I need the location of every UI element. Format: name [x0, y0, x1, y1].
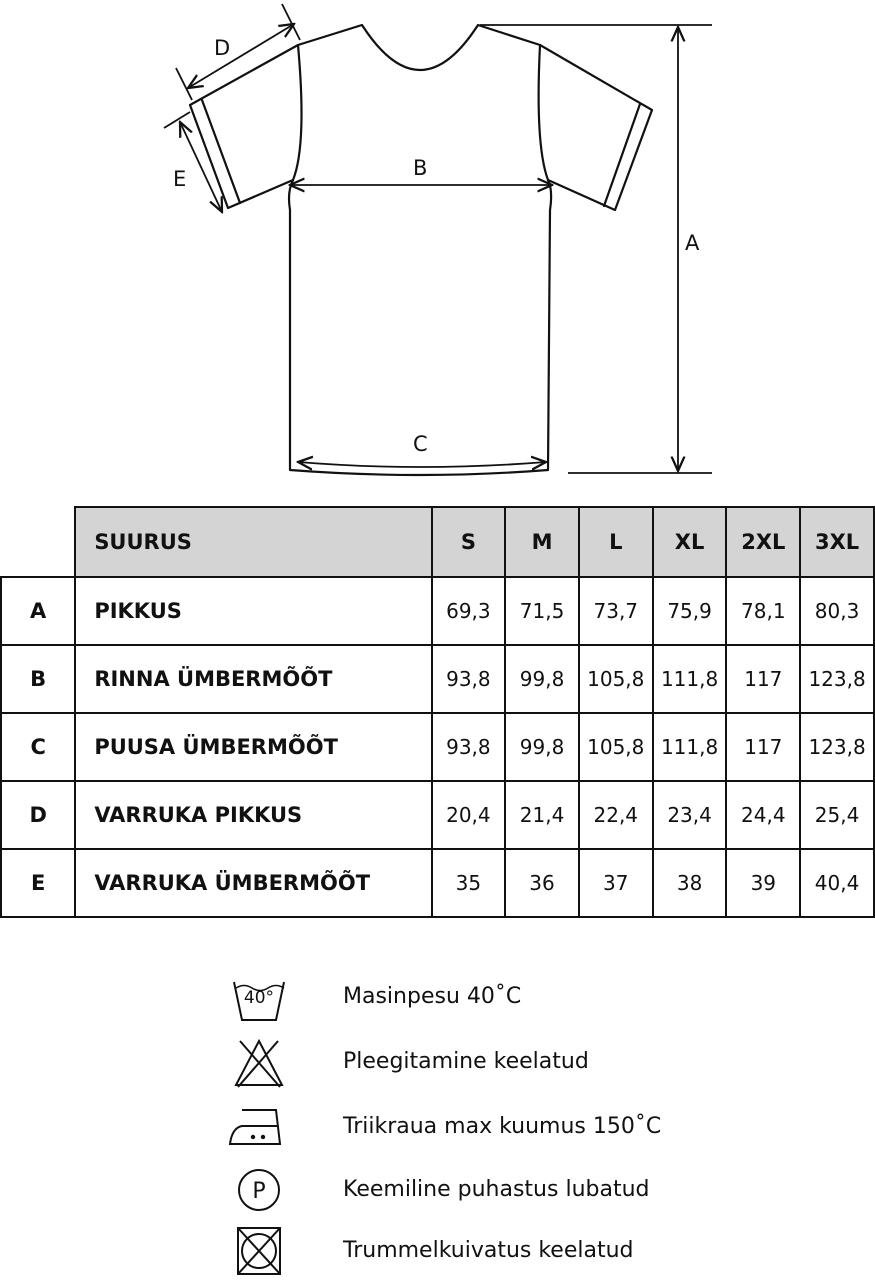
size-header: 2XL	[726, 507, 800, 577]
table-row	[1, 645, 874, 713]
cell-value: 105,8	[579, 713, 653, 781]
care-item-dryclean	[0, 1163, 875, 1219]
row-code: A	[1, 577, 75, 645]
cell-value: 21,4	[505, 781, 579, 849]
cell-value: 71,5	[505, 577, 579, 645]
care-item-bleach	[0, 1035, 875, 1091]
dry-clean-letter: P	[252, 1179, 266, 1204]
label-a: A	[685, 231, 700, 255]
cell-value: 23,4	[653, 781, 727, 849]
cell-value: 35	[432, 849, 506, 917]
cell-value: 38	[653, 849, 727, 917]
label-e: E	[173, 167, 187, 191]
cell-value: 36	[505, 849, 579, 917]
size-header: L	[579, 507, 653, 577]
tshirt-measurement-diagram	[0, 0, 875, 500]
size-header: S	[432, 507, 506, 577]
size-header: M	[505, 507, 579, 577]
cell-value: 40,4	[800, 849, 874, 917]
row-code: D	[1, 781, 75, 849]
cell-value: 123,8	[800, 713, 874, 781]
care-text: Triikraua max kuumus 150˚C	[343, 1114, 662, 1139]
label-c: C	[413, 432, 428, 456]
cell-value: 69,3	[432, 577, 506, 645]
cell-value: 111,8	[653, 713, 727, 781]
row-label: RINNA ÜMBERMÕÕT	[75, 645, 431, 713]
table-row	[1, 713, 874, 781]
table-header-row	[1, 507, 874, 577]
table-row	[1, 781, 874, 849]
table-row	[1, 577, 874, 645]
cell-value: 75,9	[653, 577, 727, 645]
cell-value: 93,8	[432, 713, 506, 781]
care-item-tumble	[0, 1224, 875, 1280]
cell-value: 22,4	[579, 781, 653, 849]
row-code: C	[1, 713, 75, 781]
cell-value: 105,8	[579, 645, 653, 713]
measure-c-line	[298, 462, 546, 467]
row-label: PUUSA ÜMBERMÕÕT	[75, 713, 431, 781]
cell-value: 39	[726, 849, 800, 917]
measure-e-guide-top	[164, 112, 190, 128]
cell-value: 117	[726, 713, 800, 781]
cell-value: 73,7	[579, 577, 653, 645]
cell-value: 93,8	[432, 645, 506, 713]
no-tumble-dry-icon	[228, 1224, 290, 1280]
row-label: PIKKUS	[75, 577, 431, 645]
cell-value: 99,8	[505, 645, 579, 713]
row-label: VARRUKA PIKKUS	[75, 781, 431, 849]
label-d: D	[214, 36, 231, 60]
cell-value: 123,8	[800, 645, 874, 713]
dry-clean-p-icon	[228, 1163, 290, 1219]
care-text: Masinpesu 40˚C	[343, 984, 522, 1009]
no-bleach-icon	[228, 1035, 290, 1091]
iron-150-icon	[228, 1100, 290, 1156]
shirt-outline	[289, 25, 551, 475]
table-row	[1, 849, 874, 917]
care-text: Trummelkuivatus keelatud	[343, 1238, 634, 1263]
header-label: SUURUS	[75, 507, 431, 577]
label-b: B	[413, 156, 428, 180]
size-table	[0, 506, 875, 918]
wash-40-icon	[228, 970, 290, 1026]
cell-value: 80,3	[800, 577, 874, 645]
cell-value: 24,4	[726, 781, 800, 849]
care-text: Keemiline puhastus lubatud	[343, 1177, 650, 1202]
measure-d-guide-top	[282, 4, 300, 40]
row-label: VARRUKA ÜMBERMÕÕT	[75, 849, 431, 917]
cell-value: 37	[579, 849, 653, 917]
right-sleeve	[540, 45, 652, 210]
cell-value: 117	[726, 645, 800, 713]
cell-value: 25,4	[800, 781, 874, 849]
cell-value: 111,8	[653, 645, 727, 713]
size-header: XL	[653, 507, 727, 577]
row-code: B	[1, 645, 75, 713]
header-corner	[1, 507, 75, 577]
care-item-wash	[0, 970, 875, 1026]
care-item-iron	[0, 1100, 875, 1156]
care-text: Pleegitamine keelatud	[343, 1049, 589, 1074]
cell-value: 78,1	[726, 577, 800, 645]
row-code: E	[1, 849, 75, 917]
left-sleeve	[190, 45, 298, 208]
wash-temp-text: 40°	[243, 988, 275, 1008]
cell-value: 99,8	[505, 713, 579, 781]
size-header: 3XL	[800, 507, 874, 577]
cell-value: 20,4	[432, 781, 506, 849]
measure-d-guide-bottom	[176, 68, 192, 100]
